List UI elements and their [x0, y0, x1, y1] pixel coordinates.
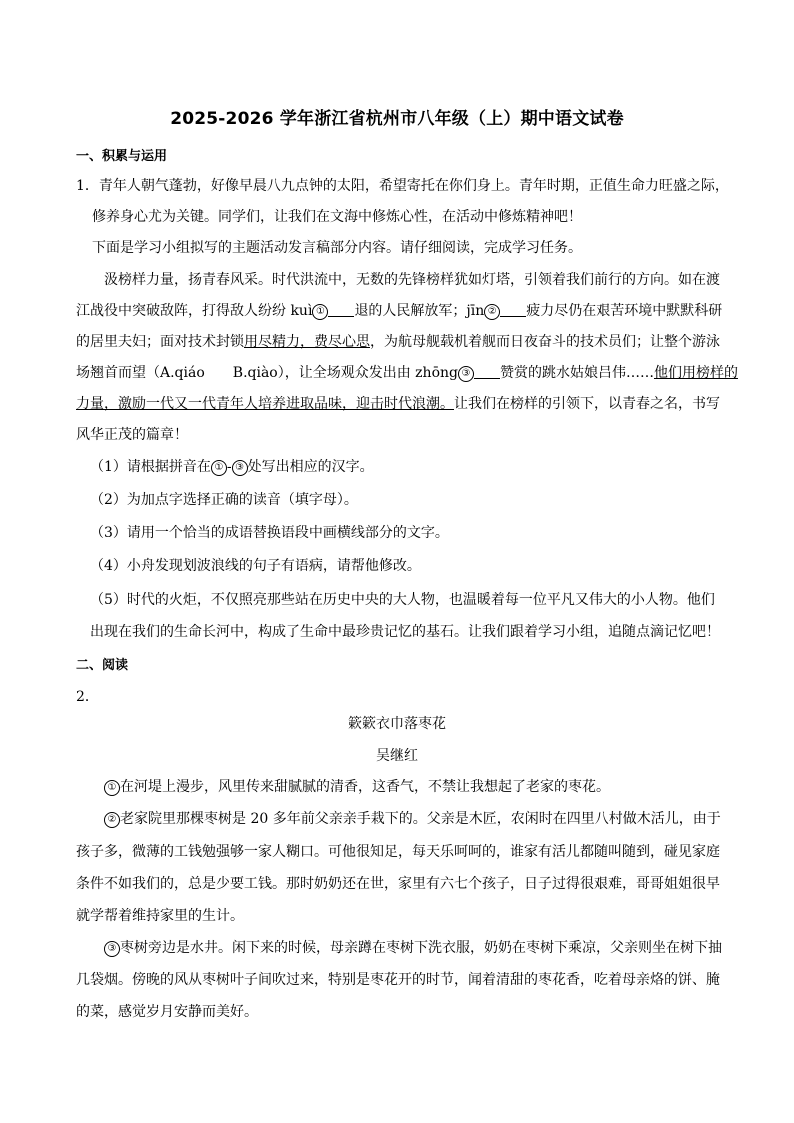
fill-blank-3[interactable] — [474, 364, 500, 379]
fill-blank-1[interactable] — [328, 302, 354, 317]
circled-number-1: ① — [312, 304, 328, 320]
passage-line-5 — [76, 394, 722, 414]
sub-question-3: （3）请用一个恰当的成语替换语段中画横线部分的文字。 — [90, 525, 449, 541]
wavy-underlined-sentence: 他们用榜样的 — [653, 365, 738, 381]
passage-line-2 — [76, 301, 722, 321]
passage-line-1: 汲榜样力量，扬青春风采。时代洪流中，无数的先锋榜样犹如灯塔，引领着我们前行的方向。如在渡 — [104, 272, 720, 288]
section-heading-accumulation: 一、积累与运用 — [76, 149, 168, 164]
passage-text: 赞赏的跳水姑娘吕伟…… — [499, 365, 654, 381]
circled-number-1: ① — [104, 780, 120, 796]
article-paragraph-1 — [104, 777, 750, 797]
circled-number-3: ③ — [232, 460, 248, 476]
paragraph-text: 老家院里那棵枣树是 20 多年前父亲亲手栽下的。父亲是木匠，农闲时在四里八村做木活儿，由于 — [120, 811, 721, 827]
sub-question-5-line-2: 出现在我们的生命长河中，构成了生命中最珍贵记忆的基石。让我们跟着学习小组，追随点滴记忆吧！ — [90, 624, 720, 640]
question-1-line-2: 修养身心尤为关键。同学们，让我们在文海中修炼心性，在活动中修炼精神吧！ — [92, 209, 582, 225]
article-author: 吴继红 — [376, 748, 418, 764]
paragraph-text: 在河堤上漫步，风里传来甜腻腻的清香，这香气，不禁让我想起了老家的枣花。 — [120, 779, 610, 795]
circled-number-2: ② — [484, 304, 500, 320]
article-paragraph-2-line-1 — [104, 809, 750, 829]
passage-line-4 — [76, 363, 738, 383]
article-paragraph-2-line-2: 孩子多，微薄的工钱勉强够一家人糊口。可他很知足，每天乐呵呵的，谁家有活儿都随叫随到，碰见家庭 — [76, 844, 720, 860]
passage-text: 场翘首而望（A.qiáo B.qiào），让全场观众发出由 zhōng — [76, 365, 458, 381]
question-1-line-3: 下面是学习小组拟写的主题活动发言稿部分内容。请仔细阅读，完成学习任务。 — [92, 240, 582, 256]
sub-question-text: 处写出相应的汉字。 — [247, 459, 374, 475]
passage-text: 江战役中突破敌阵，打得敌人纷纷 kuì — [76, 303, 313, 319]
passage-line-6: 风华正茂的篇章！ — [76, 427, 188, 443]
sub-question-5-line-1: （5）时代的火炬，不仅照亮那些站在历史中央的大人物，也温暖着每一位平凡又伟大的小人物。他们 — [90, 592, 715, 608]
sub-question-2: （2）为加点字选择正确的读音（填字母）。 — [90, 492, 358, 508]
circled-number-1: ① — [211, 460, 227, 476]
article-paragraph-2-line-4: 就学帮着维持家里的生计。 — [76, 908, 244, 924]
exam-title: 2025-2026 学年浙江省杭州市八年级（上）期中语文试卷 — [170, 109, 624, 129]
article-paragraph-3-line-3: 的菜，感觉岁月安静而美好。 — [76, 1004, 258, 1020]
passage-text: 退的人民解放军；jīn — [354, 303, 485, 319]
fill-blank-2[interactable] — [500, 302, 526, 317]
passage-text: 的居里夫妇；面对技术封锁 — [76, 334, 244, 350]
passage-text: 疲力尽仍在艰苦环境中默默科研 — [526, 303, 723, 319]
article-paragraph-2-line-3: 条件不如我们的，总是少要工钱。那时奶奶还在世，家里有六七个孩子，日子过得很艰难，哥哥姐姐很早 — [76, 876, 720, 892]
wavy-underlined-sentence: 力量，激励一代又一代青年人培养进取品味，迎击时代浪潮。 — [76, 396, 454, 412]
circled-number-2: ② — [104, 812, 120, 828]
sub-question-4: （4）小舟发现划波浪线的句子有语病，请帮他修改。 — [90, 558, 421, 574]
article-paragraph-3-line-1 — [104, 938, 750, 958]
underlined-phrase: 用尽精力，费尽心思 — [244, 334, 370, 350]
range-separator: - — [226, 459, 232, 475]
article-title: 簌簌衣巾落枣花 — [348, 716, 446, 732]
sub-question-1 — [90, 457, 736, 477]
question-2-number: 2． — [76, 689, 99, 705]
sub-question-text: （1）请根据拼音在 — [90, 459, 211, 475]
circled-number-3: ③ — [458, 366, 474, 382]
passage-line-3 — [76, 332, 722, 352]
passage-text: 让我们在榜样的引领下，以青春之名，书写 — [454, 396, 720, 412]
paragraph-text: 枣树旁边是水井。闲下来的时候，母亲蹲在枣树下洗衣服，奶奶在枣树下乘凉，父亲则坐在树下抽 — [120, 940, 722, 956]
article-paragraph-3-line-2: 几袋烟。傍晚的风从枣树叶子间吹过来，特别是枣花开的时节，闻着清甜的枣花香，吃着母亲烙的饼、腌 — [76, 972, 720, 988]
question-1-line-1: 1．青年人朝气蓬勃，好像早晨八九点钟的太阳，希望寄托在你们身上。青年时期，正值生命力旺盛之际， — [76, 178, 729, 194]
passage-text: ，为航母舰载机着舰而日夜奋斗的技术员们；让整个游泳 — [370, 334, 720, 350]
circled-number-3: ③ — [104, 941, 120, 957]
section-heading-reading: 二、阅读 — [76, 658, 129, 673]
